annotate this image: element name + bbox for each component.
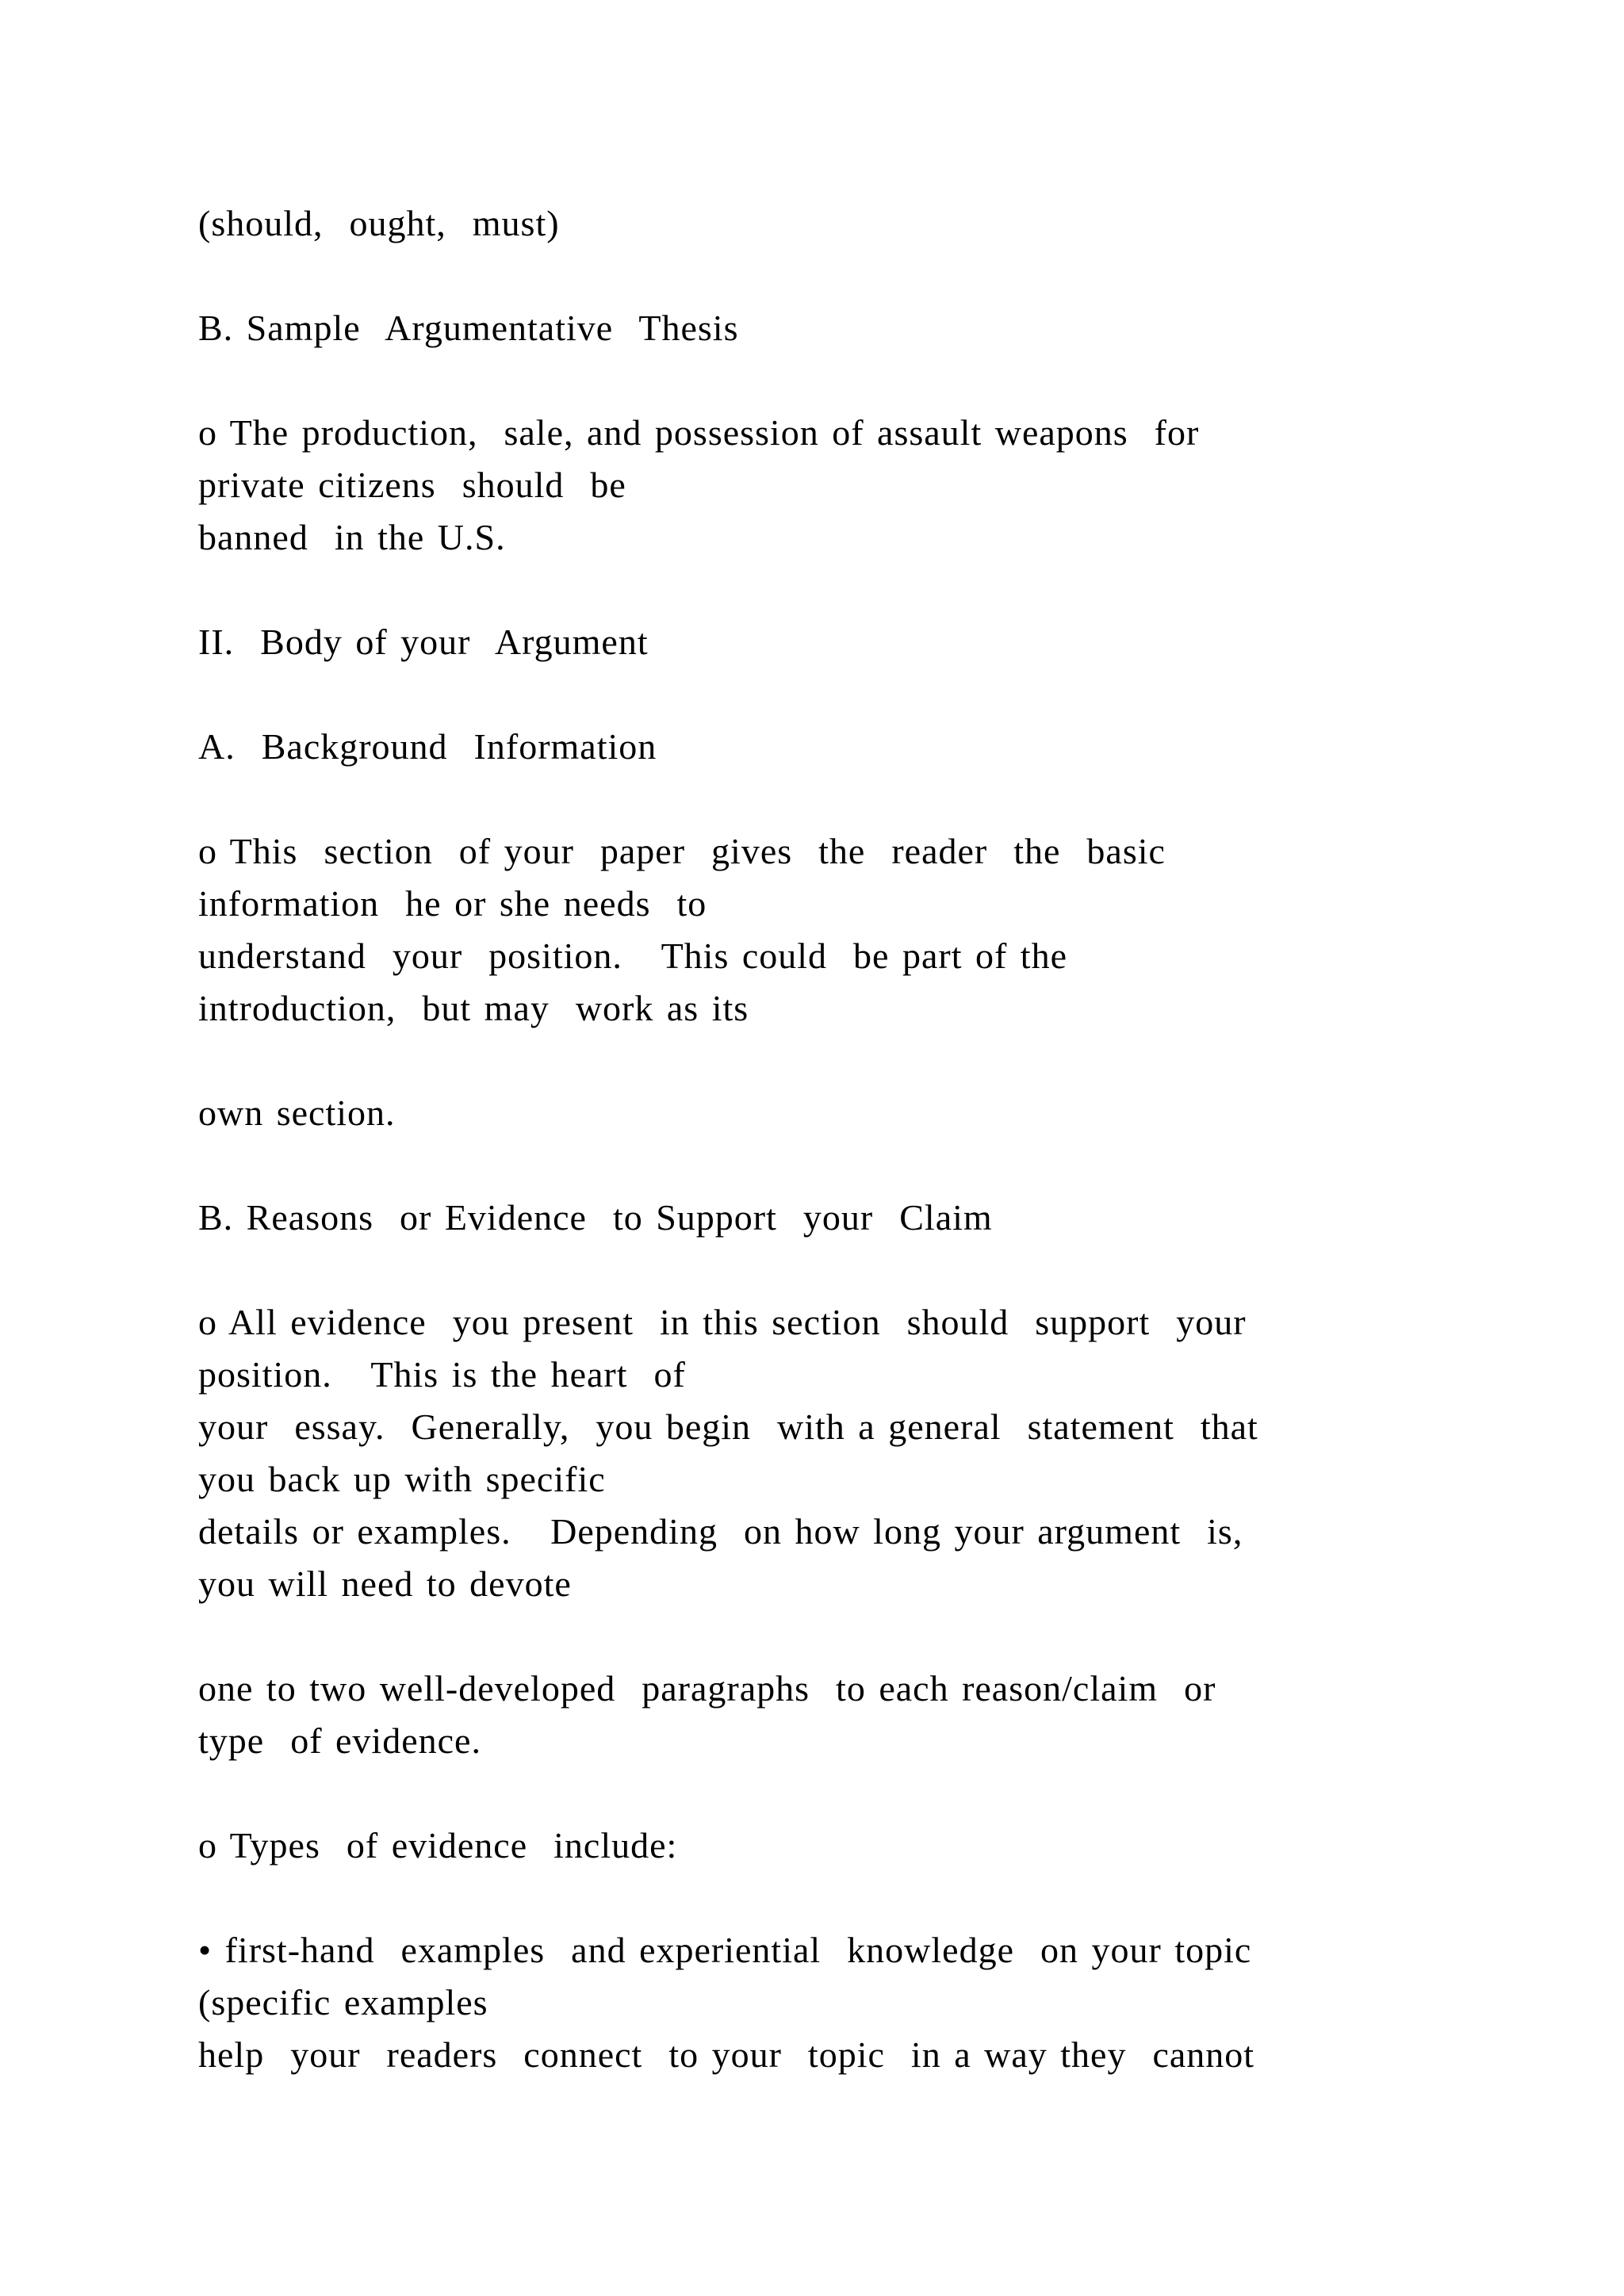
text-line: o This section of your paper gives the reader the basic <box>198 831 1166 871</box>
section-heading: A. Background Information <box>198 726 657 767</box>
section-heading: B. Reasons or Evidence to Support your Claim <box>198 1197 993 1238</box>
text-line: one to two well-developed paragraphs to each reason/claim or <box>198 1668 1216 1709</box>
text-line: (specific examples <box>198 1982 488 2022</box>
text-line: private citizens should be <box>198 465 626 505</box>
text-line: understand your position. This could be part of the <box>198 936 1067 976</box>
section-heading: B. Sample Argumentative Thesis <box>198 308 739 348</box>
text-line: information he or she needs to <box>198 883 707 924</box>
text-line: (should, ought, must) <box>198 203 560 243</box>
text-line: your essay. Generally, you begin with a general statement that <box>198 1406 1258 1447</box>
text-line: position. This is the heart of <box>198 1354 686 1395</box>
text-line: introduction, but may work as its <box>198 988 749 1028</box>
text-line: own section. <box>198 1093 396 1133</box>
text-line: o All evidence you present in this section should support your <box>198 1302 1247 1342</box>
text-line: banned in the U.S. <box>198 517 506 557</box>
bullet-line: • first-hand examples and experiential knowledge on your topic <box>198 1930 1252 1970</box>
text-line: type of evidence. <box>198 1720 481 1761</box>
section-heading: II. Body of your Argument <box>198 622 649 662</box>
text-line: o Types of evidence include: <box>198 1825 678 1866</box>
text-line: you back up with specific <box>198 1459 606 1499</box>
text-line: details or examples. Depending on how long your argument is, <box>198 1511 1243 1552</box>
text-line: o The production, sale, and possession of assault weapons for <box>198 412 1200 453</box>
text-line: you will need to devote <box>198 1563 572 1604</box>
text-line: help your readers connect to your topic in a way they cannot <box>198 2034 1255 2075</box>
